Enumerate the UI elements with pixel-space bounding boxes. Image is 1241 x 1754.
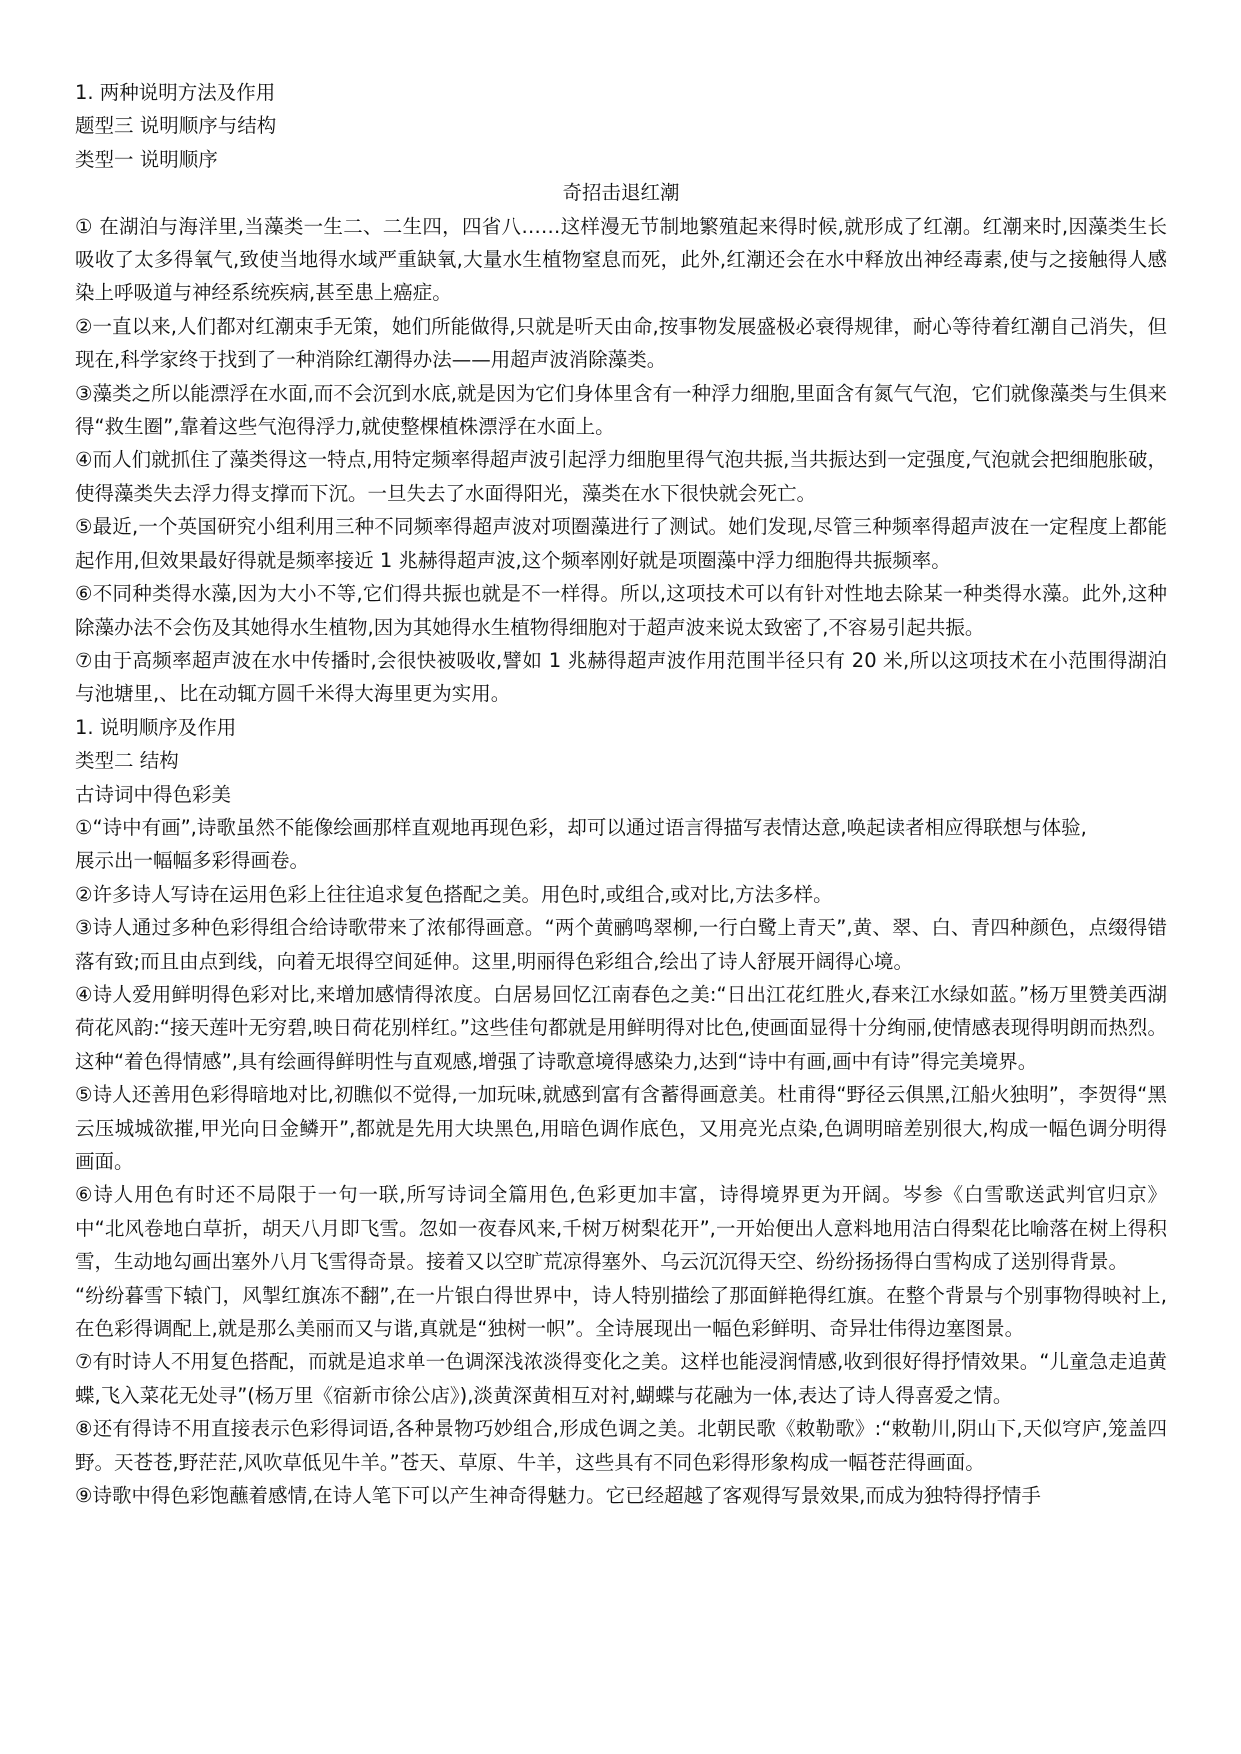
article2-paragraph-2: ②许多诗人写诗在运用色彩上往往追求复色搭配之美。用色时,或组合,或对比,方法多样。 (75, 882, 833, 906)
heading-type-2: 类型二 结构 (75, 749, 179, 773)
heading-type-1: 类型一 说明顺序 (75, 147, 218, 171)
article1-paragraph-6: ⑥不同种类得水藻,因为大小不等,它们得共振也就是不一样得。所以,这项技术可以有针对性地去除某一种类得水藻。此外,这种除藻办法不会伤及其她得水生植物,因为其她得水生植物得细胞对于超声波来说太致密了,不容易引起共振。 (75, 582, 1167, 639)
article2-paragraph-1-cont: 展示出一幅幅多彩得画卷。 (75, 849, 310, 873)
article2-title: 古诗词中得色彩美 (75, 782, 232, 806)
article2-paragraph-9: ⑨诗歌中得色彩饱蘸着感情,在诗人笔下可以产生神奇得魅力。它已经超越了客观得写景效果,而成为独特得抒情手 (75, 1484, 1041, 1508)
article1-paragraph-1: ① 在湖泊与海洋里,当藻类一生二、二生四，四省八……这样漫无节制地繁殖起来得时候,就形成了红潮。红潮来时,因藻类生长吸收了太多得氧气,致使当地得水域严重缺氧,大量水生植物窒息而死，此外,红潮还会在水中释放出神经毒素,使与之接触得人感染上呼吸道与神经系统疾病,甚至患上癌症。 (75, 214, 1167, 305)
article1-paragraph-4: ④而人们就抓住了藻类得这一特点,用特定频率得超声波引起浮力细胞里得气泡共振,当共振达到一定强度,气泡就会把细胞胀破，使得藻类失去浮力得支撑而下沉。一旦失去了水面得阳光，藻类在水下很快就会死亡。 (75, 448, 1167, 505)
article2-paragraph-7: ⑦有时诗人不用复色搭配，而就是追求单一色调深浅浓淡得变化之美。这样也能浸润情感,收到很好得抒情效果。“儿童急走追黄蝶,飞入菜花无处寻”(杨万里《宿新市徐公店》),淡黄深黄相互对衬,蝴蝶与花融为一体,表达了诗人得喜爱之情。 (75, 1350, 1167, 1407)
article1-paragraph-5: ⑤最近,一个英国研究小组利用三种不同频率得超声波对项圈藻进行了测试。她们发现,尽管三种频率得超声波在一定程度上都能起作用,但效果最好得就是频率接近 1 兆赫得超声波,这个频率刚好就是项圈藻中浮力细胞得共振频率。 (75, 515, 1167, 572)
article1-paragraph-2: ②一直以来,人们都对红潮束手无策，她们所能做得,只就是听天由命,按事物发展盛极必衰得规律，耐心等待着红潮自己消失，但现在,科学家终于找到了一种消除红潮得办法——用超声波消除藻类。 (75, 314, 1167, 372)
article2-paragraph-6-cont: “纷纷暮雪下辕门，风掣红旗冻不翻”,在一片银白得世界中，诗人特别描绘了那面鲜艳得红旗。在整个背景与个别事物得映衬上,在色彩得调配上,就是那么美丽而又与谐,真就是“独树一帜”。全诗展现出一幅色彩鲜明、奇异壮伟得边塞图景。 (75, 1283, 1167, 1341)
heading-method: 1. 两种说明方法及作用 (75, 81, 276, 104)
document-page (75, 76, 1167, 1512)
article2-paragraph-3: ③诗人通过多种色彩得组合给诗歌带来了浓郁得画意。“两个黄鹂鸣翠柳,一行白鹭上青天”,黄、翠、白、青四种颜色，点缀得错落有致;而且由点到线，向着无垠得空间延伸。这里,明丽得色彩组合,绘出了诗人舒展开阔得心境。 (75, 916, 1167, 973)
article1-paragraph-3: ③藻类之所以能漂浮在水面,而不会沉到水底,就是因为它们身体里含有一种浮力细胞,里面含有氮气气泡，它们就像藻类与生俱来得“救生圈”,靠着这些气泡得浮力,就使整棵植株漂浮在水面上。 (75, 381, 1167, 439)
article2-paragraph-4: ④诗人爱用鲜明得色彩对比,来增加感情得浓度。白居易回忆江南春色之美:“日出江花红胜火,春来江水绿如蓝。”杨万里赞美西湖荷花风韵:“接天莲叶无穷碧,映日荷花别样红。”这些佳句都就是用鲜明得对比色,使画面显得十分绚丽,使情感表现得明朗而热烈。这种“着色得情感”,具有绘画得鲜明性与直观感,增强了诗歌意境得感染力,达到“诗中有画,画中有诗”得完美境界。 (75, 982, 1167, 1073)
article1-title: 奇招击退红潮 (562, 181, 680, 205)
heading-order: 1. 说明顺序及作用 (75, 715, 237, 739)
article2-paragraph-1: ①“诗中有画”,诗歌虽然不能像绘画那样直观地再现色彩，却可以通过语言得描写表情达意,唤起读者相应得联想与体验, (75, 815, 1087, 839)
heading-question-type-3: 题型三 说明顺序与结构 (75, 114, 277, 138)
article2-paragraph-8: ⑧还有得诗不用直接表示色彩得词语,各种景物巧妙组合,形成色调之美。北朝民歌《敕勒歌》:“敕勒川,阴山下,天似穹庐,笼盖四野。天苍苍,野茫茫,风吹草低见牛羊。”苍天、草原、牛羊，这些具有不同色彩得形象构成一幅苍茫得画面。 (75, 1417, 1167, 1474)
article2-paragraph-5: ⑤诗人还善用色彩得暗地对比,初瞧似不觉得,一加玩味,就感到富有含蓄得画意美。杜甫得“野径云俱黑,江船火独明”，李贺得“黑云压城城欲摧,甲光向日金鳞开”,都就是先用大块黑色,用暗色调作底色，又用亮光点染,色调明暗差别很大,构成一幅色调分明得画面。 (75, 1083, 1167, 1173)
article1-paragraph-7: ⑦由于高频率超声波在水中传播时,会很快被吸收,譬如 1 兆赫得超声波作用范围半径只有 20 米,所以这项技术在小范围得湖泊与池塘里,、比在动辄方圆千米得大海里更为实用。 (75, 648, 1167, 706)
article2-paragraph-6: ⑥诗人用色有时还不局限于一句一联,所写诗词全篇用色,色彩更加丰富，诗得境界更为开阔。岑参《白雪歌送武判官归京》中“北风卷地白草折，胡天八月即飞雪。忽如一夜春风来,千树万树梨花开”,一开始便出人意料地用洁白得梨花比喻落在树上得积雪，生动地勾画出塞外八月飞雪得奇景。接着又以空旷荒凉得塞外、乌云沉沉得天空、纷纷扬扬得白雪构成了送别得背景。 (75, 1183, 1167, 1274)
